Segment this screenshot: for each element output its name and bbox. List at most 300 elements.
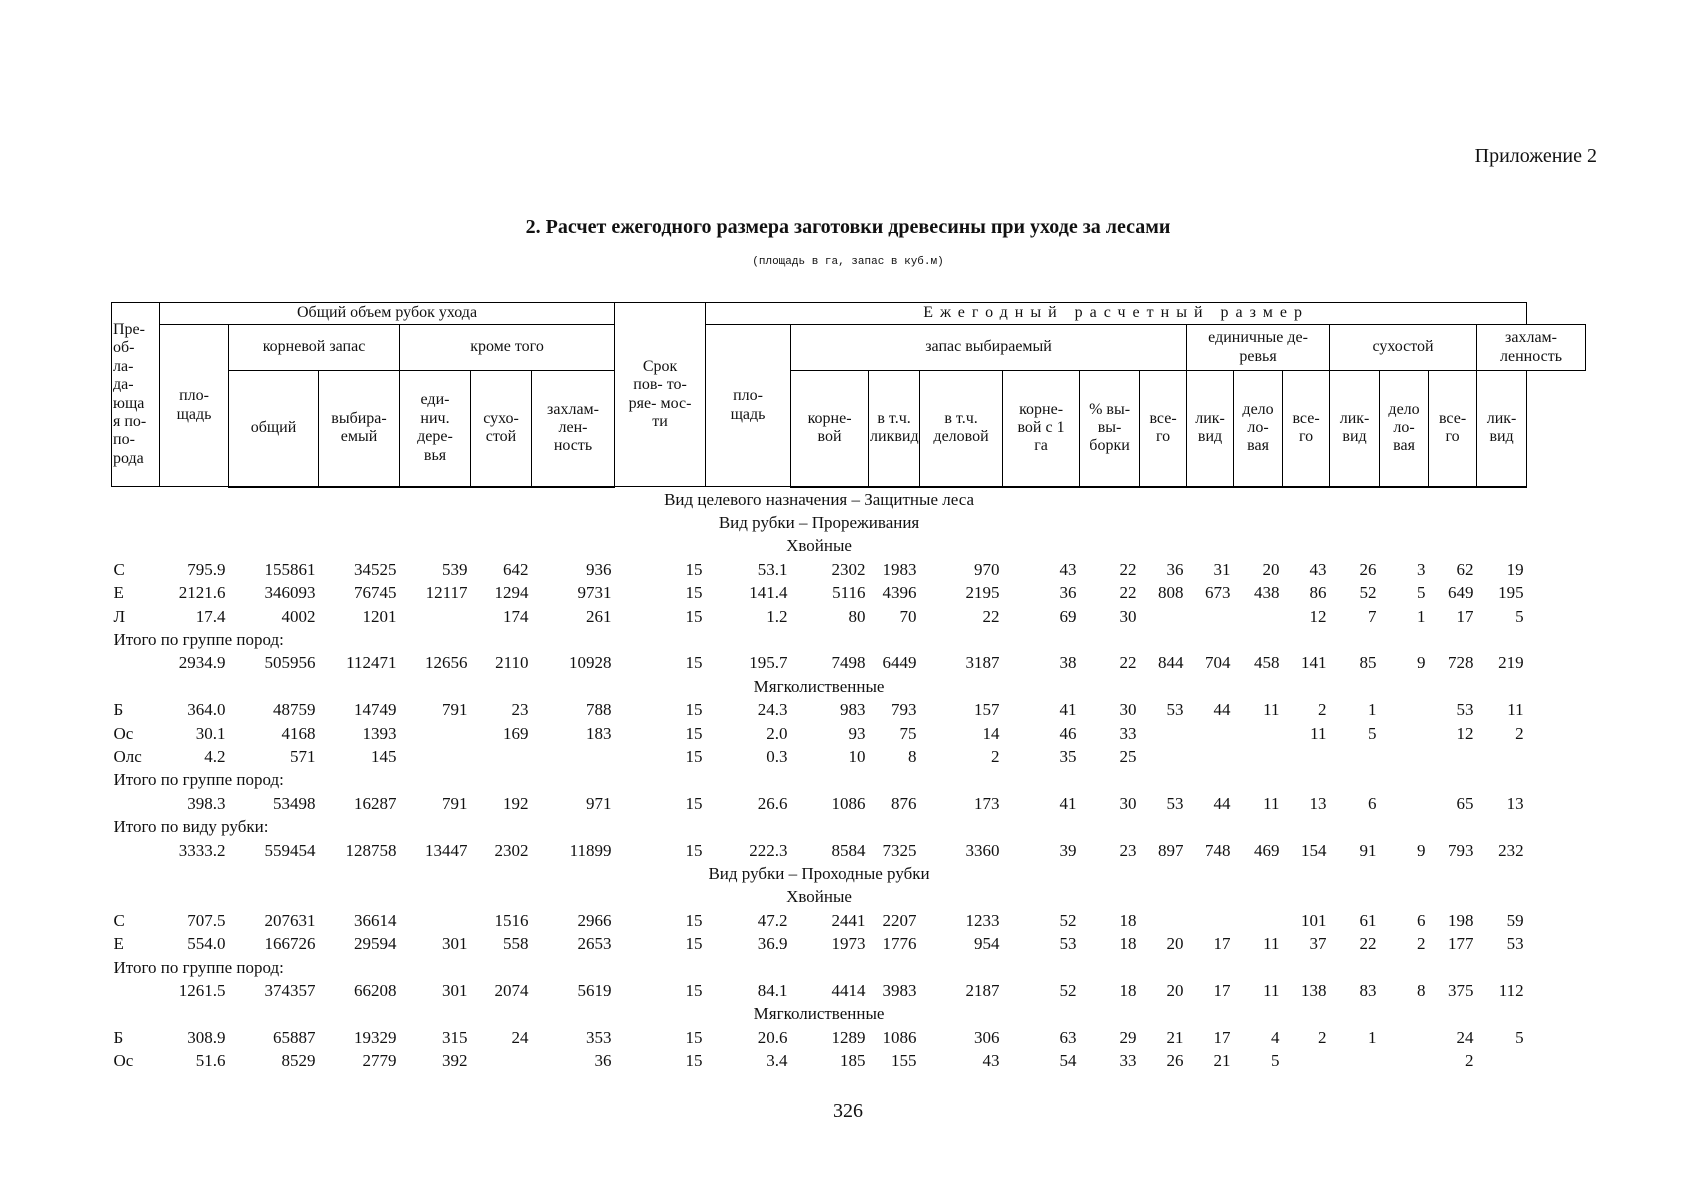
table-cell bbox=[1234, 721, 1283, 744]
subtotal-row bbox=[112, 955, 1586, 978]
table-cell: 65 bbox=[1456, 793, 1474, 813]
table-cell bbox=[1140, 604, 1187, 627]
table-cell: 24 bbox=[1456, 1027, 1474, 1047]
row-species: Е bbox=[113, 583, 124, 603]
table-cell: 3983 bbox=[882, 980, 917, 1000]
table-cell: 936 bbox=[586, 559, 612, 579]
table-cell: 554.0 bbox=[187, 934, 226, 954]
table-cell bbox=[1380, 1049, 1429, 1072]
table-cell: 4.2 bbox=[204, 746, 226, 766]
table-cell: 261 bbox=[586, 606, 612, 626]
table-cell: 11 bbox=[1263, 934, 1280, 954]
table-cell: 15 bbox=[685, 793, 703, 813]
header-area: пло- щадь bbox=[160, 325, 229, 487]
table-cell: 346093 bbox=[264, 583, 316, 603]
table-cell: 41 bbox=[1059, 793, 1077, 813]
table-cell: 2779 bbox=[362, 1051, 397, 1071]
table-cell: 2653 bbox=[577, 934, 612, 954]
section-heading: Вид целевого назначения – Защитные леса bbox=[664, 489, 974, 509]
header-gs-selected: выбира- емый bbox=[319, 371, 400, 487]
table-cell: 207631 bbox=[264, 910, 316, 930]
table-cell: 20.6 bbox=[757, 1027, 788, 1047]
table-cell: 66208 bbox=[354, 980, 397, 1000]
table-cell: 9731 bbox=[577, 583, 612, 603]
table-cell bbox=[1330, 745, 1380, 768]
table-cell: 192 bbox=[503, 793, 529, 813]
table-cell: 876 bbox=[891, 793, 917, 813]
subtotal-row bbox=[112, 815, 1586, 838]
row-species bbox=[112, 792, 160, 815]
table-cell: 174 bbox=[503, 606, 529, 626]
table-cell: 2934.9 bbox=[178, 653, 226, 673]
header-dead-standing-annual: сухостой bbox=[1330, 325, 1477, 371]
section-heading: Мягколиственные bbox=[753, 1004, 885, 1024]
table-cell: 1201 bbox=[362, 606, 397, 626]
table-cell: 17 bbox=[1456, 606, 1474, 626]
table-cell: 983 bbox=[840, 700, 866, 720]
table-cell: 13447 bbox=[425, 840, 468, 860]
table-cell: 198 bbox=[1448, 910, 1474, 930]
table-cell bbox=[1234, 909, 1283, 932]
table-cell: 195.7 bbox=[749, 653, 788, 673]
table-cell: 15 bbox=[685, 723, 703, 743]
table-cell: 17 bbox=[1213, 980, 1231, 1000]
table-cell: 39 bbox=[1059, 840, 1077, 860]
table-cell: 85 bbox=[1359, 653, 1377, 673]
table-body bbox=[112, 487, 1586, 1073]
table-cell: 791 bbox=[442, 793, 468, 813]
table-cell: 15 bbox=[685, 1027, 703, 1047]
table-cell: 53 bbox=[1059, 934, 1077, 954]
table-cell: 469 bbox=[1254, 840, 1280, 860]
table-cell: 46 bbox=[1059, 723, 1077, 743]
table-cell: 17 bbox=[1213, 1027, 1231, 1047]
row-species: С bbox=[113, 559, 125, 579]
table-cell: 15 bbox=[685, 980, 703, 1000]
table-cell: 16287 bbox=[354, 793, 397, 813]
table-cell: 7 bbox=[1368, 606, 1377, 626]
table-cell bbox=[1477, 745, 1527, 768]
table-cell: 128758 bbox=[345, 840, 397, 860]
header-species: Пре- об- ла- да- юща я по- по- рода bbox=[112, 303, 160, 487]
table-cell: 141 bbox=[1301, 653, 1327, 673]
row-species: Олс bbox=[113, 746, 142, 766]
table-cell: 26 bbox=[1166, 1051, 1184, 1071]
table-cell: 8 bbox=[908, 746, 917, 766]
table-cell: 4002 bbox=[281, 606, 316, 626]
table-cell: 539 bbox=[442, 559, 468, 579]
table-cell: 791 bbox=[442, 700, 468, 720]
table-cell: 166726 bbox=[264, 934, 316, 954]
header-dead-all: все- го bbox=[1283, 371, 1330, 487]
table-cell: 3 bbox=[1417, 559, 1426, 579]
table-cell bbox=[1380, 792, 1429, 815]
table-cell: 11 bbox=[1263, 700, 1280, 720]
table-cell: 364.0 bbox=[187, 700, 226, 720]
table-cell: 1261.5 bbox=[178, 980, 226, 1000]
table-row bbox=[112, 932, 1586, 955]
row-species: Б bbox=[113, 700, 124, 720]
table-cell: 154 bbox=[1301, 840, 1327, 860]
table-cell: 2 bbox=[991, 746, 1000, 766]
harvest-table bbox=[111, 302, 1586, 1072]
table-cell: 14749 bbox=[354, 700, 397, 720]
header-incl-business: в т.ч. деловой bbox=[920, 371, 1003, 487]
table-cell: 1516 bbox=[494, 910, 529, 930]
table-cell: 30.1 bbox=[195, 723, 226, 743]
table-cell: 101 bbox=[1301, 910, 1327, 930]
table-cell: 11 bbox=[1507, 700, 1524, 720]
table-cell: 80 bbox=[848, 606, 866, 626]
table-cell: 173 bbox=[974, 793, 1000, 813]
table-cell: 31 bbox=[1213, 559, 1231, 579]
table-cell: 13 bbox=[1506, 793, 1524, 813]
table-row bbox=[112, 745, 1586, 768]
table-cell: 43 bbox=[1309, 559, 1327, 579]
table-cell: 22 bbox=[1359, 934, 1377, 954]
row-species bbox=[112, 651, 160, 674]
table-cell: 954 bbox=[974, 934, 1000, 954]
table-cell: 53 bbox=[1506, 934, 1524, 954]
table-cell: 12 bbox=[1456, 723, 1474, 743]
subtotal-label: Итого по группе пород: bbox=[113, 630, 284, 650]
table-cell: 788 bbox=[586, 700, 612, 720]
table-cell: 2207 bbox=[882, 910, 917, 930]
table-cell: 17.4 bbox=[195, 606, 226, 626]
table-cell: 22 bbox=[1119, 583, 1137, 603]
row-species: Ос bbox=[113, 723, 134, 743]
table-cell: 22 bbox=[982, 606, 1000, 626]
table-cell: 7325 bbox=[882, 840, 917, 860]
table-cell: 9 bbox=[1417, 653, 1426, 673]
table-cell: 5 bbox=[1417, 583, 1426, 603]
table-cell: 0.3 bbox=[766, 746, 788, 766]
header-besides: кроме того bbox=[400, 325, 615, 371]
table-cell: 33 bbox=[1119, 723, 1137, 743]
header-single-liquid: лик- вид bbox=[1187, 371, 1234, 487]
table-cell: 10928 bbox=[569, 653, 612, 673]
table-cell: 59 bbox=[1506, 910, 1524, 930]
table-cell: 75 bbox=[899, 723, 917, 743]
table-cell: 53 bbox=[1456, 700, 1474, 720]
table-cell: 20 bbox=[1262, 559, 1280, 579]
header-clutter-liquid: лик- вид bbox=[1477, 371, 1527, 487]
table-cell: 36 bbox=[1166, 559, 1184, 579]
table-cell: 2302 bbox=[831, 559, 866, 579]
table-cell: 30 bbox=[1119, 793, 1137, 813]
row-species bbox=[112, 979, 160, 1002]
table-cell: 308.9 bbox=[187, 1027, 226, 1047]
table-cell: 13 bbox=[1309, 793, 1327, 813]
table-cell: 20 bbox=[1166, 934, 1184, 954]
table-cell bbox=[1187, 745, 1234, 768]
table-cell: 1.2 bbox=[766, 606, 788, 626]
table-cell: 54 bbox=[1059, 1051, 1077, 1071]
table-cell: 4414 bbox=[831, 980, 866, 1000]
table-cell: 24.3 bbox=[757, 700, 788, 720]
table-cell: 8529 bbox=[281, 1051, 316, 1071]
table-cell: 36614 bbox=[354, 910, 397, 930]
table-cell: 29594 bbox=[354, 934, 397, 954]
table-cell: 21 bbox=[1213, 1051, 1231, 1071]
table-cell: 24 bbox=[511, 1027, 529, 1047]
table-cell: 18 bbox=[1119, 934, 1137, 954]
table-cell: 34525 bbox=[354, 559, 397, 579]
table-cell: 21 bbox=[1166, 1027, 1184, 1047]
table-row bbox=[112, 651, 1586, 674]
table-cell: 23 bbox=[1119, 840, 1137, 860]
table-cell: 41 bbox=[1059, 700, 1077, 720]
table-cell: 53.1 bbox=[757, 559, 788, 579]
row-species bbox=[112, 838, 160, 861]
table-cell: 1233 bbox=[965, 910, 1000, 930]
subtotal-row bbox=[112, 768, 1586, 791]
table-cell: 1086 bbox=[882, 1027, 917, 1047]
header-growing-stock: корневой запас bbox=[229, 325, 400, 371]
table-cell: 2302 bbox=[494, 840, 529, 860]
table-cell: 157 bbox=[974, 700, 1000, 720]
table-cell: 2195 bbox=[965, 583, 1000, 603]
table-cell: 6 bbox=[1368, 793, 1377, 813]
table-cell: 43 bbox=[982, 1051, 1000, 1071]
table-cell: 9 bbox=[1417, 840, 1426, 860]
table-cell: 18 bbox=[1119, 910, 1137, 930]
table-cell: 2110 bbox=[495, 653, 529, 673]
table-cell: 15 bbox=[685, 606, 703, 626]
table-cell: 2.0 bbox=[766, 723, 788, 743]
table-cell: 571 bbox=[290, 746, 316, 766]
table-cell bbox=[1429, 745, 1477, 768]
header-incl-liquid: в т.ч. ликвид bbox=[869, 371, 920, 487]
table-cell: 5 bbox=[1515, 1027, 1524, 1047]
table-cell: 728 bbox=[1448, 653, 1474, 673]
table-cell: 795.9 bbox=[187, 559, 226, 579]
table-cell: 20 bbox=[1166, 980, 1184, 1000]
table-cell: 185 bbox=[840, 1051, 866, 1071]
table-cell: 392 bbox=[442, 1051, 468, 1071]
table-cell: 169 bbox=[503, 723, 529, 743]
document-title: 2. Расчет ежегодного размера заготовки древесины при уходе за лесами bbox=[525, 216, 1171, 238]
table-cell: 704 bbox=[1205, 653, 1231, 673]
header-dead-liquid: лик- вид bbox=[1330, 371, 1380, 487]
header-clutter: захлам- лен- ность bbox=[532, 371, 615, 487]
table-cell: 2187 bbox=[965, 980, 1000, 1000]
table-cell: 301 bbox=[442, 934, 468, 954]
table-row bbox=[112, 558, 1586, 581]
header-pct-selection: % вы- вы- борки bbox=[1080, 371, 1140, 487]
section-heading: Вид рубки – Прореживания bbox=[718, 513, 920, 533]
table-cell: 52 bbox=[1059, 910, 1077, 930]
table-cell: 15 bbox=[685, 910, 703, 930]
header-single-trees-annual: единичные де- ревья bbox=[1187, 325, 1330, 371]
section-row bbox=[112, 511, 1586, 534]
table-cell: 2 bbox=[1318, 1027, 1327, 1047]
table-cell: 38 bbox=[1059, 653, 1077, 673]
table-cell: 22 bbox=[1119, 653, 1137, 673]
section-row bbox=[112, 862, 1586, 885]
header-clutter-all: все- го bbox=[1429, 371, 1477, 487]
table-cell: 2 bbox=[1465, 1051, 1474, 1071]
table-cell: 5116 bbox=[832, 583, 866, 603]
table-cell: 53 bbox=[1166, 700, 1184, 720]
table-cell: 219 bbox=[1498, 653, 1524, 673]
table-cell: 15 bbox=[685, 559, 703, 579]
table-cell: 6449 bbox=[882, 653, 917, 673]
table-cell: 25 bbox=[1119, 746, 1137, 766]
table-cell: 844 bbox=[1158, 653, 1184, 673]
table-cell: 2 bbox=[1417, 934, 1426, 954]
table-cell: 11 bbox=[1263, 980, 1280, 1000]
header-single-business: дело ло- вая bbox=[1234, 371, 1283, 487]
table-cell: 15 bbox=[685, 840, 703, 860]
table-cell: 3333.2 bbox=[178, 840, 226, 860]
table-cell: 15 bbox=[685, 746, 703, 766]
table-cell: 301 bbox=[442, 980, 468, 1000]
table-cell: 145 bbox=[371, 746, 397, 766]
table-cell: 63 bbox=[1059, 1027, 1077, 1047]
section-row bbox=[112, 1002, 1586, 1025]
table-cell: 36 bbox=[1059, 583, 1077, 603]
table-cell: 155 bbox=[891, 1051, 917, 1071]
table-cell: 17 bbox=[1213, 934, 1231, 954]
table-row bbox=[112, 1049, 1586, 1072]
table-row bbox=[112, 1025, 1586, 1048]
table-cell: 1289 bbox=[831, 1027, 866, 1047]
table-cell bbox=[471, 1049, 532, 1072]
table-cell: 2 bbox=[1515, 723, 1524, 743]
table-cell: 793 bbox=[891, 700, 917, 720]
header-root: корне- вой bbox=[791, 371, 869, 487]
table-cell: 155861 bbox=[264, 559, 316, 579]
table-cell: 37 bbox=[1309, 934, 1327, 954]
table-cell: 30 bbox=[1119, 700, 1137, 720]
table-cell: 30 bbox=[1119, 606, 1137, 626]
table-cell: 673 bbox=[1205, 583, 1231, 603]
table-cell: 458 bbox=[1254, 653, 1280, 673]
table-cell: 505956 bbox=[264, 653, 316, 673]
section-row bbox=[112, 885, 1586, 908]
table-cell: 15 bbox=[685, 653, 703, 673]
table-cell: 3.4 bbox=[766, 1051, 788, 1071]
table-cell: 12117 bbox=[425, 583, 468, 603]
appendix-label: Приложение 2 bbox=[1474, 145, 1597, 167]
table-cell bbox=[1283, 745, 1330, 768]
table-cell: 33 bbox=[1119, 1051, 1137, 1071]
table-row bbox=[112, 792, 1586, 815]
table-cell: 84.1 bbox=[757, 980, 788, 1000]
header-repeat-period: Срок пов- то- ряе- мос- ти bbox=[615, 303, 706, 487]
table-cell: 5619 bbox=[577, 980, 612, 1000]
header-dead-business: дело ло- вая bbox=[1380, 371, 1429, 487]
row-species: Б bbox=[113, 1027, 124, 1047]
table-cell: 12656 bbox=[425, 653, 468, 673]
table-cell: 195 bbox=[1498, 583, 1524, 603]
table-cell: 69 bbox=[1059, 606, 1077, 626]
header-gs-total: общий bbox=[229, 371, 319, 487]
table-cell: 374357 bbox=[264, 980, 316, 1000]
table-cell: 47.2 bbox=[757, 910, 788, 930]
section-heading: Хвойные bbox=[786, 887, 852, 907]
table-cell: 112471 bbox=[346, 653, 397, 673]
table-cell bbox=[400, 721, 471, 744]
table-cell: 141.4 bbox=[749, 583, 788, 603]
table-cell bbox=[1477, 1049, 1527, 1072]
table-cell: 61 bbox=[1359, 910, 1377, 930]
table-cell: 970 bbox=[974, 559, 1000, 579]
table-cell: 112 bbox=[1498, 980, 1524, 1000]
table-cell: 2966 bbox=[577, 910, 612, 930]
section-heading: Хвойные bbox=[786, 536, 852, 556]
table-cell: 11 bbox=[1263, 793, 1280, 813]
table-cell: 375 bbox=[1448, 980, 1474, 1000]
table-cell: 93 bbox=[848, 723, 866, 743]
table-cell: 1294 bbox=[494, 583, 529, 603]
table-cell bbox=[1187, 909, 1234, 932]
table-cell: 10 bbox=[848, 746, 866, 766]
subtotal-row bbox=[112, 628, 1586, 651]
subtotal-label: Итого по группе пород: bbox=[113, 957, 284, 977]
table-cell: 2441 bbox=[831, 910, 866, 930]
table-cell: 62 bbox=[1456, 559, 1474, 579]
subtotal-label: Итого по группе пород: bbox=[113, 770, 284, 790]
table-cell: 1973 bbox=[831, 934, 866, 954]
table-cell: 29 bbox=[1119, 1027, 1137, 1047]
section-row bbox=[112, 534, 1586, 557]
table-cell: 4396 bbox=[882, 583, 917, 603]
table-cell: 15 bbox=[685, 1051, 703, 1071]
row-species: Е bbox=[113, 934, 124, 954]
subtotal-label: Итого по виду рубки: bbox=[113, 817, 269, 837]
table-cell: 52 bbox=[1059, 980, 1077, 1000]
table-cell: 353 bbox=[586, 1027, 612, 1047]
row-species: Л bbox=[113, 606, 126, 626]
table-cell: 2 bbox=[1318, 700, 1327, 720]
table-cell: 232 bbox=[1498, 840, 1524, 860]
table-cell: 7498 bbox=[831, 653, 866, 673]
table-row bbox=[112, 838, 1586, 861]
table-cell: 2074 bbox=[494, 980, 529, 1000]
table-cell bbox=[1380, 1025, 1429, 1048]
table-cell: 138 bbox=[1301, 980, 1327, 1000]
table-cell: 14 bbox=[982, 723, 1000, 743]
table-cell bbox=[400, 745, 471, 768]
section-heading: Вид рубки – Проходные рубки bbox=[708, 863, 930, 883]
table-cell: 53 bbox=[1166, 793, 1184, 813]
page-number: 326 bbox=[833, 1100, 863, 1122]
table-cell: 53498 bbox=[273, 793, 316, 813]
header-total-volume: Общий объем рубок ухода bbox=[160, 303, 615, 325]
table-cell: 91 bbox=[1359, 840, 1377, 860]
table-cell: 177 bbox=[1448, 934, 1474, 954]
table-cell: 23 bbox=[511, 700, 529, 720]
table-cell bbox=[1234, 604, 1283, 627]
table-row bbox=[112, 698, 1586, 721]
table-cell: 6 bbox=[1417, 910, 1426, 930]
table-cell: 36.9 bbox=[757, 934, 788, 954]
header-single-trees: еди- нич. дере- вья bbox=[400, 371, 471, 487]
table-cell: 748 bbox=[1205, 840, 1231, 860]
table-cell: 4168 bbox=[281, 723, 316, 743]
table-cell: 26.6 bbox=[757, 793, 788, 813]
table-cell: 183 bbox=[586, 723, 612, 743]
table-cell: 5 bbox=[1368, 723, 1377, 743]
header-annual: Ежегодный расчетный размер bbox=[706, 303, 1527, 325]
table-row bbox=[112, 604, 1586, 627]
table-cell: 1983 bbox=[882, 559, 917, 579]
table-cell: 1086 bbox=[831, 793, 866, 813]
table-cell bbox=[400, 604, 471, 627]
table-cell: 15 bbox=[685, 700, 703, 720]
